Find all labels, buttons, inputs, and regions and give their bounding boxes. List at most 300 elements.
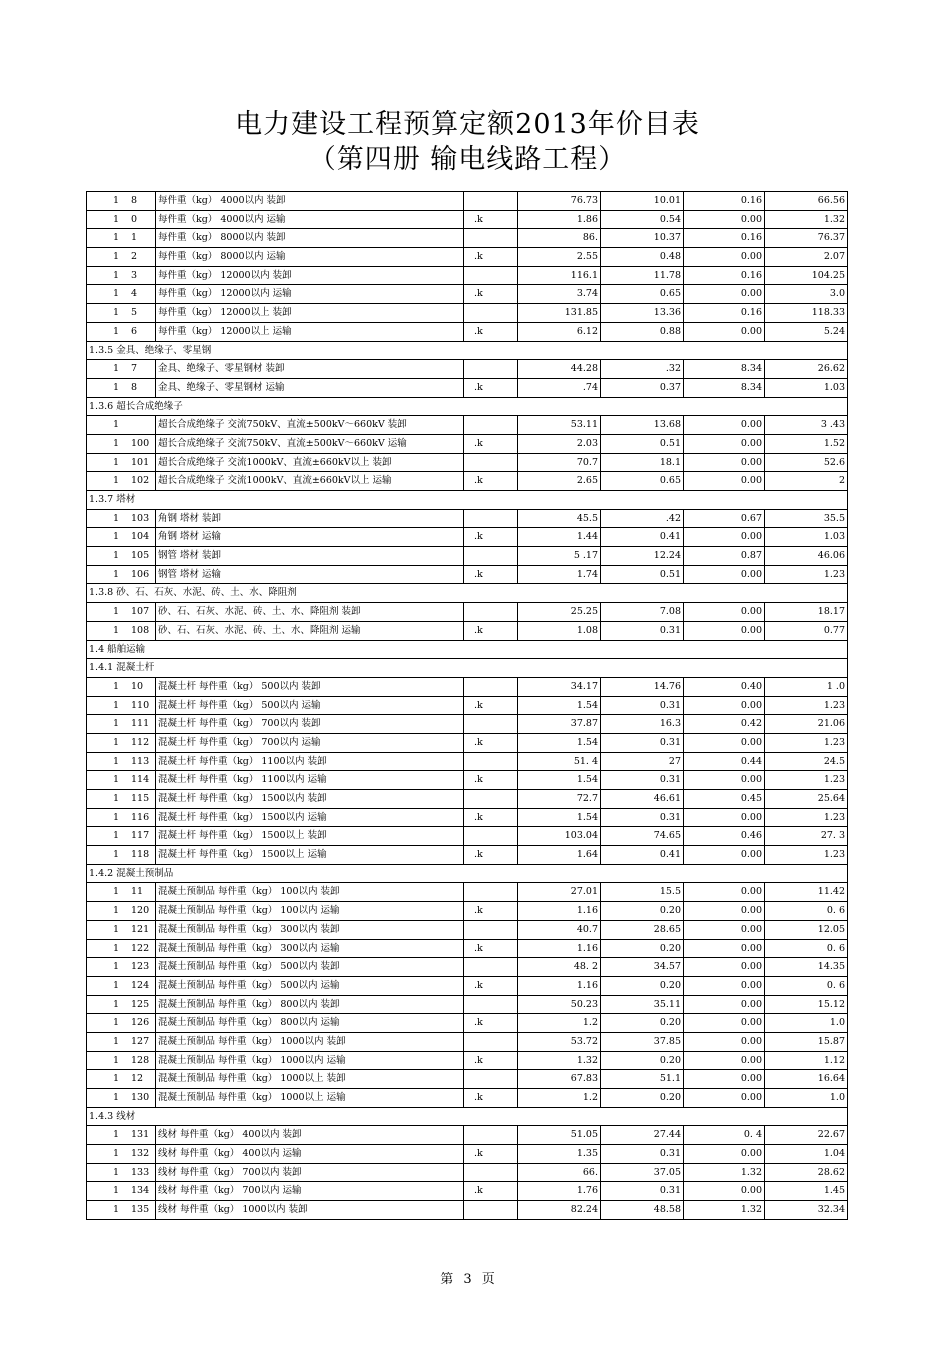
item-name-cell: 每件重（kg） 12000以上 运输 — [156, 323, 464, 341]
base-price-cell: 1.74 — [518, 566, 601, 584]
machine-cost-cell: 2.07 — [765, 248, 848, 266]
code-number: 135 — [131, 1204, 150, 1216]
table-row — [87, 360, 848, 379]
machine-cost-cell: 35.5 — [765, 510, 848, 528]
item-name-cell: 每件重（kg） 12000以上 装卸 — [156, 304, 464, 322]
item-name-cell: 每件重（kg） 4000以内 装卸 — [156, 192, 464, 210]
labor-cost-cell: 0.31 — [601, 1145, 684, 1163]
labor-cost-cell: 34.57 — [601, 958, 684, 976]
material-cost-cell: 0.46 — [684, 827, 765, 845]
table-row — [87, 603, 848, 622]
material-cost-cell: 0.87 — [684, 547, 765, 565]
code-cell — [87, 622, 156, 640]
unit-cell — [464, 454, 518, 472]
code-number: 132 — [131, 1148, 150, 1160]
unit-cell — [464, 753, 518, 771]
unit-cell — [464, 416, 518, 434]
code-prefix: 1 — [113, 774, 120, 786]
base-price-cell: 1.16 — [518, 977, 601, 995]
material-cost-cell: 0.00 — [684, 996, 765, 1014]
labor-cost-cell: 0.20 — [601, 902, 684, 920]
item-name-cell: 钢管 塔材 运输 — [156, 566, 464, 584]
unit-cell — [464, 547, 518, 565]
code-prefix: 1 — [113, 381, 120, 393]
unit-cell — [464, 1164, 518, 1182]
code-number: 133 — [131, 1166, 150, 1178]
table-row — [87, 248, 848, 267]
labor-cost-cell: 0.31 — [601, 771, 684, 789]
code-number: 1 — [131, 232, 138, 244]
code-cell — [87, 360, 156, 378]
unit-cell: .k — [464, 1145, 518, 1163]
page-title: 电力建设工程预算定额2013年价目表 — [235, 109, 700, 140]
item-name-cell: 线材 每件重（kg） 400以内 装卸 — [156, 1126, 464, 1144]
item-name-cell: 混凝土预制品 每件重（kg） 300以内 装卸 — [156, 921, 464, 939]
code-prefix: 1 — [113, 979, 120, 991]
labor-cost-cell: 0.54 — [601, 211, 684, 229]
item-name-cell: 线材 每件重（kg） 1000以内 装卸 — [156, 1201, 464, 1219]
base-price-cell: 48. 2 — [518, 958, 601, 976]
labor-cost-cell: 18.1 — [601, 454, 684, 472]
material-cost-cell: 0.00 — [684, 435, 765, 453]
code-cell — [87, 977, 156, 995]
item-name-cell: 混凝土杆 每件重（kg） 500以内 运输 — [156, 697, 464, 715]
item-name-cell: 混凝土杆 每件重（kg） 500以内 装卸 — [156, 678, 464, 696]
material-cost-cell: 0.00 — [684, 940, 765, 958]
base-price-cell: 1.16 — [518, 902, 601, 920]
material-cost-cell: 0.00 — [684, 883, 765, 901]
labor-cost-cell: 0.31 — [601, 734, 684, 752]
table-row — [87, 528, 848, 547]
code-number: 111 — [131, 718, 150, 730]
table-row — [87, 454, 848, 473]
code-prefix: 1 — [113, 793, 120, 804]
base-price-cell: 1.54 — [518, 771, 601, 789]
code-number: 113 — [131, 755, 150, 767]
base-price-cell: 1.54 — [518, 809, 601, 827]
table-row — [87, 304, 848, 323]
base-price-cell: 103.04 — [518, 827, 601, 845]
labor-cost-cell: 0.37 — [601, 379, 684, 397]
base-price-cell: 51. 4 — [518, 753, 601, 771]
table-row — [87, 416, 848, 435]
table-row — [87, 958, 848, 977]
code-number: 121 — [131, 923, 150, 935]
machine-cost-cell: 1 .0 — [765, 678, 848, 696]
base-price-cell: 82.24 — [518, 1201, 601, 1219]
material-cost-cell: 0.00 — [684, 958, 765, 976]
table-row — [87, 771, 848, 790]
labor-cost-cell: 12.24 — [601, 547, 684, 565]
machine-cost-cell: 1.0 — [765, 1089, 848, 1107]
code-prefix: 1 — [113, 1054, 120, 1066]
material-cost-cell: 0.00 — [684, 734, 765, 752]
machine-cost-cell: 118.33 — [765, 304, 848, 322]
material-cost-cell: 0.00 — [684, 323, 765, 341]
base-price-cell: 67.83 — [518, 1070, 601, 1088]
labor-cost-cell: 0.41 — [601, 528, 684, 546]
section-label: 1.3.6 超长合成绝缘子 — [89, 400, 183, 412]
item-name-cell: 超长合成绝缘子 交流1000kV、直流±660kV以上 装卸 — [156, 454, 464, 472]
code-cell — [87, 921, 156, 939]
item-name-cell: 钢管 塔材 装卸 — [156, 547, 464, 565]
item-name-cell: 混凝土预制品 每件重（kg） 500以内 运输 — [156, 977, 464, 995]
code-prefix: 1 — [113, 1185, 120, 1197]
unit-cell: .k — [464, 472, 518, 490]
item-name-cell: 每件重（kg） 12000以内 运输 — [156, 285, 464, 303]
code-cell — [87, 1014, 156, 1032]
code-prefix: 1 — [113, 1092, 120, 1103]
table-row — [87, 883, 848, 902]
machine-cost-cell: 1.04 — [765, 1145, 848, 1163]
unit-cell — [464, 603, 518, 621]
machine-cost-cell: 1.03 — [765, 528, 848, 546]
code-prefix: 1 — [113, 830, 120, 842]
labor-cost-cell: 7.08 — [601, 603, 684, 621]
code-cell — [87, 771, 156, 789]
machine-cost-cell: 11.42 — [765, 883, 848, 901]
machine-cost-cell: 1.23 — [765, 697, 848, 715]
base-price-cell: 1.35 — [518, 1145, 601, 1163]
base-price-cell: 1.76 — [518, 1182, 601, 1200]
machine-cost-cell: 3 .43 — [765, 416, 848, 434]
machine-cost-cell: 104.25 — [765, 267, 848, 285]
material-cost-cell: 0.00 — [684, 285, 765, 303]
code-prefix: 1 — [113, 269, 120, 281]
code-cell — [87, 528, 156, 546]
unit-cell — [464, 304, 518, 322]
section-row — [87, 342, 848, 361]
table-row — [87, 1164, 848, 1183]
base-price-cell: 5 .17 — [518, 547, 601, 565]
material-cost-cell: 0.00 — [684, 771, 765, 789]
unit-cell: .k — [464, 211, 518, 229]
item-name-cell: 砂、石、石灰、水泥、砖、土、水、降阻剂 运输 — [156, 622, 464, 640]
code-cell — [87, 547, 156, 565]
unit-cell: .k — [464, 940, 518, 958]
labor-cost-cell: 0.48 — [601, 248, 684, 266]
code-prefix: 1 — [113, 942, 120, 954]
labor-cost-cell: 16.3 — [601, 715, 684, 733]
unit-cell: .k — [464, 734, 518, 752]
machine-cost-cell: 1.23 — [765, 846, 848, 864]
code-number: 126 — [131, 1017, 150, 1029]
code-number: 5 — [131, 307, 138, 319]
code-number: 12 — [131, 1073, 144, 1085]
labor-cost-cell: 28.65 — [601, 921, 684, 939]
base-price-cell: 6.12 — [518, 323, 601, 341]
base-price-cell: 44.28 — [518, 360, 601, 378]
base-price-cell: 53.11 — [518, 416, 601, 434]
material-cost-cell: 0.67 — [684, 510, 765, 528]
code-prefix: 1 — [113, 550, 120, 562]
base-price-cell: 45.5 — [518, 510, 601, 528]
base-price-cell: 86. — [518, 229, 601, 247]
code-cell — [87, 603, 156, 621]
code-number: 120 — [131, 905, 150, 917]
material-cost-cell: 0.00 — [684, 566, 765, 584]
labor-cost-cell: 15.5 — [601, 883, 684, 901]
code-number: 134 — [131, 1185, 150, 1197]
item-name-cell: 角钢 塔材 运输 — [156, 528, 464, 546]
material-cost-cell: 0.00 — [684, 211, 765, 229]
material-cost-cell: 0.00 — [684, 1014, 765, 1032]
unit-cell — [464, 958, 518, 976]
labor-cost-cell: 13.36 — [601, 304, 684, 322]
base-price-cell: 1.64 — [518, 846, 601, 864]
code-prefix: 1 — [113, 531, 120, 543]
code-number: 6 — [131, 325, 138, 337]
code-cell — [87, 996, 156, 1014]
item-name-cell: 线材 每件重（kg） 700以内 运输 — [156, 1182, 464, 1200]
code-cell — [87, 1070, 156, 1088]
base-price-cell: 40.7 — [518, 921, 601, 939]
table-row — [87, 622, 848, 641]
base-price-cell: 1.44 — [518, 528, 601, 546]
table-row — [87, 267, 848, 286]
table-row — [87, 809, 848, 828]
table-row — [87, 827, 848, 846]
labor-cost-cell: 27.44 — [601, 1126, 684, 1144]
code-prefix: 1 — [113, 1129, 120, 1141]
section-row — [87, 584, 848, 603]
code-number: 114 — [131, 774, 150, 786]
code-number: 7 — [131, 363, 138, 375]
machine-cost-cell: 22.67 — [765, 1126, 848, 1144]
code-prefix: 1 — [113, 1166, 120, 1178]
code-number: 11 — [131, 886, 144, 898]
labor-cost-cell: 0.31 — [601, 809, 684, 827]
unit-cell: .k — [464, 285, 518, 303]
labor-cost-cell: 46.61 — [601, 790, 684, 808]
code-cell — [87, 753, 156, 771]
section-row — [87, 641, 848, 660]
code-cell — [87, 304, 156, 322]
machine-cost-cell: 0.77 — [765, 622, 848, 640]
unit-cell: .k — [464, 1089, 518, 1107]
machine-cost-cell: 15.12 — [765, 996, 848, 1014]
item-name-cell: 每件重（kg） 12000以内 装卸 — [156, 267, 464, 285]
code-number: 123 — [131, 961, 150, 973]
code-number: 110 — [131, 699, 150, 711]
unit-cell: .k — [464, 902, 518, 920]
base-price-cell: 1.2 — [518, 1089, 601, 1107]
machine-cost-cell: 1.45 — [765, 1182, 848, 1200]
unit-cell: .k — [464, 1014, 518, 1032]
code-cell — [87, 1052, 156, 1070]
code-cell — [87, 229, 156, 247]
code-cell — [87, 1164, 156, 1182]
base-price-cell: 51.05 — [518, 1126, 601, 1144]
code-prefix: 1 — [113, 1148, 120, 1160]
item-name-cell: 混凝土预制品 每件重（kg） 1000以上 运输 — [156, 1089, 464, 1107]
unit-cell: .k — [464, 528, 518, 546]
section-row — [87, 1108, 848, 1127]
item-name-cell: 混凝土杆 每件重（kg） 1500以上 运输 — [156, 846, 464, 864]
labor-cost-cell: 48.58 — [601, 1201, 684, 1219]
table-row — [87, 472, 848, 491]
table-row — [87, 547, 848, 566]
code-prefix: 1 — [113, 811, 120, 823]
material-cost-cell: 0.00 — [684, 846, 765, 864]
code-prefix: 1 — [113, 755, 120, 767]
code-prefix: 1 — [113, 288, 120, 300]
code-number: 8 — [131, 195, 138, 206]
labor-cost-cell: 0.31 — [601, 1182, 684, 1200]
code-number: 118 — [131, 849, 150, 861]
base-price-cell: 53.72 — [518, 1033, 601, 1051]
item-name-cell: 混凝土杆 每件重（kg） 1500以上 装卸 — [156, 827, 464, 845]
material-cost-cell: 0.16 — [684, 304, 765, 322]
code-cell — [87, 472, 156, 490]
code-prefix: 1 — [113, 475, 120, 487]
table-row — [87, 734, 848, 753]
material-cost-cell: 0.16 — [684, 267, 765, 285]
material-cost-cell: 0.42 — [684, 715, 765, 733]
material-cost-cell: 0.00 — [684, 1052, 765, 1070]
labor-cost-cell: 0.20 — [601, 1014, 684, 1032]
machine-cost-cell: 32.34 — [765, 1201, 848, 1219]
base-price-cell: 2.65 — [518, 472, 601, 490]
code-prefix: 1 — [113, 624, 120, 636]
material-cost-cell: 1.32 — [684, 1201, 765, 1219]
table-row — [87, 846, 848, 865]
machine-cost-cell: 26.62 — [765, 360, 848, 378]
code-cell — [87, 715, 156, 733]
item-name-cell: 混凝土杆 每件重（kg） 700以内 运输 — [156, 734, 464, 752]
material-cost-cell: 0.40 — [684, 678, 765, 696]
section-label: 1.4.2 混凝土预制品 — [89, 867, 174, 879]
base-price-cell: 37.87 — [518, 715, 601, 733]
table-row — [87, 996, 848, 1015]
labor-cost-cell: 0.65 — [601, 472, 684, 490]
item-name-cell: 混凝土杆 每件重（kg） 700以内 装卸 — [156, 715, 464, 733]
labor-cost-cell: 0.41 — [601, 846, 684, 864]
material-cost-cell: 0.00 — [684, 809, 765, 827]
unit-cell — [464, 510, 518, 528]
item-name-cell: 混凝土预制品 每件重（kg） 500以内 装卸 — [156, 958, 464, 976]
code-cell — [87, 734, 156, 752]
unit-cell — [464, 192, 518, 210]
item-name-cell: 混凝土预制品 每件重（kg） 1000以上 装卸 — [156, 1070, 464, 1088]
table-row — [87, 435, 848, 454]
item-name-cell: 混凝土预制品 每件重（kg） 1000以内 装卸 — [156, 1033, 464, 1051]
material-cost-cell: 0.00 — [684, 902, 765, 920]
machine-cost-cell: 12.05 — [765, 921, 848, 939]
base-price-cell: 1.16 — [518, 940, 601, 958]
table-row — [87, 1052, 848, 1071]
unit-cell: .k — [464, 323, 518, 341]
code-number: 4 — [131, 288, 138, 300]
unit-cell: .k — [464, 771, 518, 789]
unit-cell — [464, 1126, 518, 1144]
code-number: 122 — [131, 942, 150, 954]
code-cell — [87, 379, 156, 397]
item-name-cell: 砂、石、石灰、水泥、砖、土、水、降阻剂 装卸 — [156, 603, 464, 621]
machine-cost-cell: 18.17 — [765, 603, 848, 621]
base-price-cell: 131.85 — [518, 304, 601, 322]
code-prefix: 1 — [113, 680, 120, 692]
machine-cost-cell: 0. 6 — [765, 977, 848, 995]
price-table — [86, 191, 848, 1220]
labor-cost-cell: 14.76 — [601, 678, 684, 696]
code-prefix: 1 — [113, 849, 120, 861]
item-name-cell: 金具、绝缘子、零星钢材 运输 — [156, 379, 464, 397]
section-row — [87, 398, 848, 417]
labor-cost-cell: 74.65 — [601, 827, 684, 845]
code-number: 117 — [131, 830, 150, 842]
item-name-cell: 混凝土预制品 每件重（kg） 800以内 运输 — [156, 1014, 464, 1032]
material-cost-cell: 0.00 — [684, 1145, 765, 1163]
unit-cell — [464, 1033, 518, 1051]
labor-cost-cell: 13.68 — [601, 416, 684, 434]
code-cell — [87, 846, 156, 864]
machine-cost-cell: 1.23 — [765, 809, 848, 827]
unit-cell — [464, 229, 518, 247]
labor-cost-cell: 37.85 — [601, 1033, 684, 1051]
code-cell — [87, 248, 156, 266]
code-prefix: 1 — [113, 213, 120, 225]
code-prefix: 1 — [113, 718, 120, 730]
item-name-cell: 超长合成绝缘子 交流750kV、直流±500kV～660kV 装卸 — [156, 416, 464, 434]
unit-cell: .k — [464, 846, 518, 864]
code-prefix: 1 — [113, 736, 120, 748]
code-number: 103 — [131, 512, 150, 524]
table-row — [87, 697, 848, 716]
base-price-cell: 2.03 — [518, 435, 601, 453]
material-cost-cell: 1.32 — [684, 1164, 765, 1182]
item-name-cell: 每件重（kg） 8000以内 运输 — [156, 248, 464, 266]
code-prefix: 1 — [113, 1204, 120, 1216]
code-cell — [87, 211, 156, 229]
code-cell — [87, 1182, 156, 1200]
item-name-cell: 超长合成绝缘子 交流750kV、直流±500kV～660kV 运输 — [156, 435, 464, 453]
machine-cost-cell: 15.87 — [765, 1033, 848, 1051]
table-row — [87, 211, 848, 230]
machine-cost-cell: 66.56 — [765, 192, 848, 210]
item-name-cell: 混凝土预制品 每件重（kg） 100以内 装卸 — [156, 883, 464, 901]
table-row — [87, 510, 848, 529]
code-number: 3 — [131, 269, 138, 281]
labor-cost-cell: 0.31 — [601, 697, 684, 715]
base-price-cell: 27.01 — [518, 883, 601, 901]
unit-cell: .k — [464, 566, 518, 584]
section-label: 1.4.1 混凝土杆 — [89, 662, 155, 674]
code-cell — [87, 940, 156, 958]
code-number: 106 — [131, 568, 150, 580]
unit-cell: .k — [464, 697, 518, 715]
code-cell — [87, 678, 156, 696]
code-prefix: 1 — [113, 606, 120, 618]
labor-cost-cell: .42 — [601, 510, 684, 528]
table-row — [87, 192, 848, 211]
code-cell — [87, 416, 156, 434]
table-row — [87, 566, 848, 585]
code-number: 102 — [131, 475, 150, 487]
base-price-cell: 70.7 — [518, 454, 601, 472]
table-row — [87, 1145, 848, 1164]
material-cost-cell: 0.00 — [684, 416, 765, 434]
code-prefix: 1 — [113, 437, 120, 449]
section-row — [87, 865, 848, 884]
code-number: 8 — [131, 381, 138, 393]
code-prefix: 1 — [113, 699, 120, 711]
code-prefix: 1 — [113, 419, 120, 431]
machine-cost-cell: 5.24 — [765, 323, 848, 341]
code-number: 127 — [131, 1035, 150, 1047]
item-name-cell: 混凝土杆 每件重（kg） 1100以内 装卸 — [156, 753, 464, 771]
code-cell — [87, 454, 156, 472]
